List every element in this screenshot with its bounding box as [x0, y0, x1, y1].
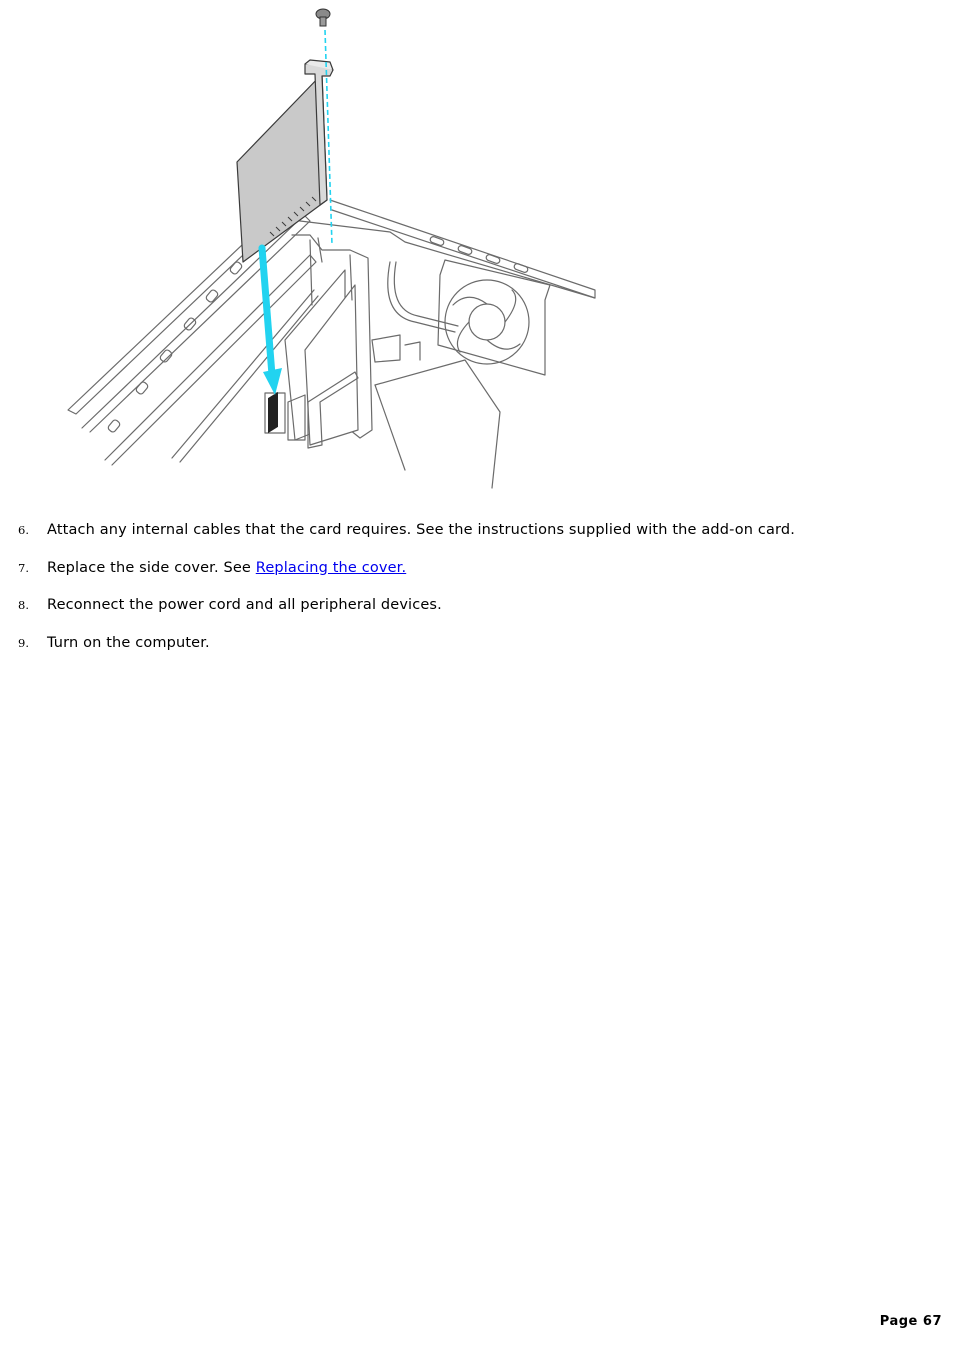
step-text: Attach any internal cables that the card requires. See the instructions supplied with the add-on card. — [47, 522, 795, 538]
screw-icon — [316, 9, 330, 26]
step-text: Reconnect the power cord and all peripheral devices. — [47, 597, 442, 613]
step-number: 8. — [18, 598, 29, 612]
step-text: Turn on the computer. — [47, 634, 210, 651]
step-7 — [0, 556, 954, 594]
step-9 — [0, 631, 954, 669]
step-number: 9. — [18, 635, 29, 650]
step-number: 6. — [18, 523, 29, 537]
step-8 — [0, 593, 954, 631]
step-6 — [0, 518, 954, 556]
replacing-the-cover-link[interactable]: Replacing the cover. — [255, 559, 407, 576]
add-on-card-installation-illustration — [60, 0, 620, 495]
step-number: 7. — [18, 560, 29, 575]
instruction-steps — [0, 518, 954, 668]
step-text — [47, 560, 406, 576]
page-number: Page 67 — [879, 1314, 942, 1329]
step-text-before-link: Replace the side cover. See — [47, 559, 256, 576]
